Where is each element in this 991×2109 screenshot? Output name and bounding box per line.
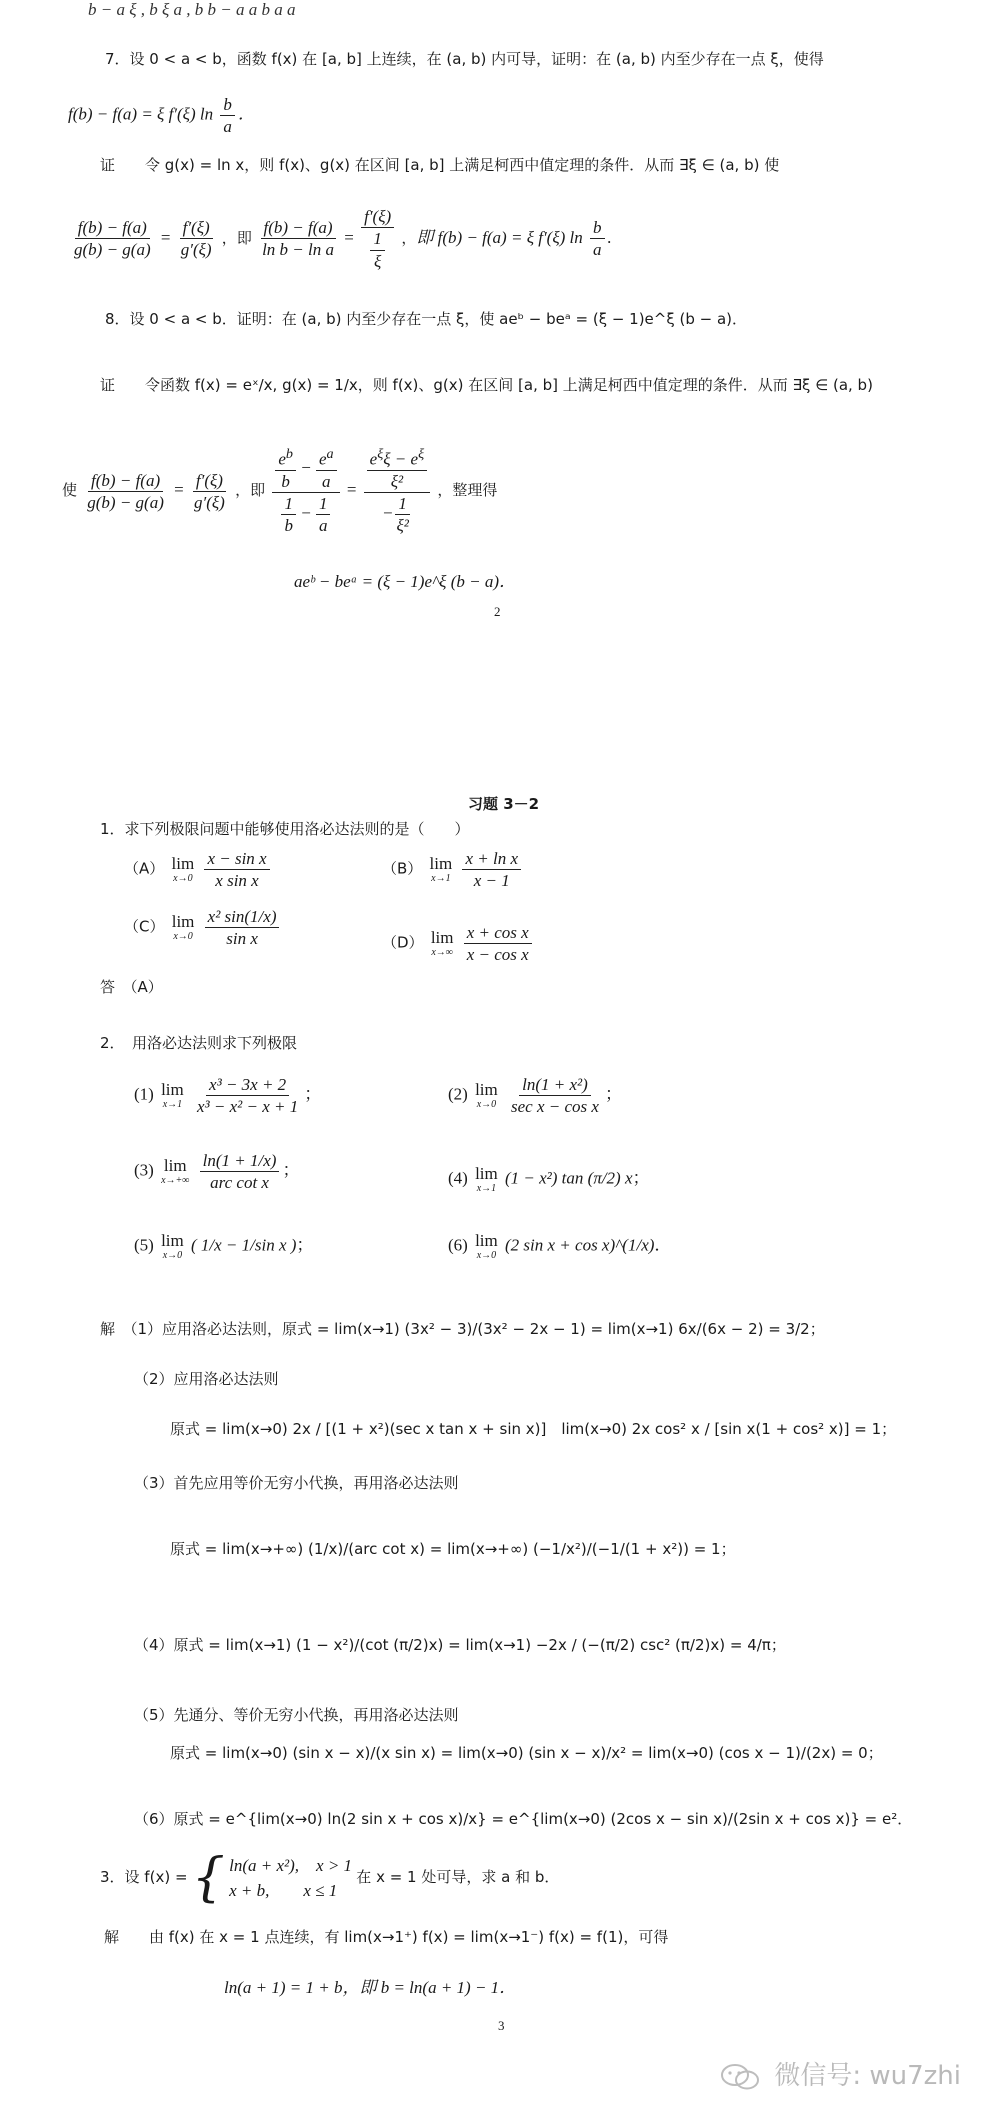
q2-item-1: (1) lim x→1 $\frac{\text{x³ − 3x + 2}}{\text{x³ − x² − x + 1}}$ ； [134,1075,322,1117]
question-3-result: ln(a + 1) = 1 + b，即 b = ln(a + 1) − 1． [224,1978,517,1997]
question-1-statement: 1．求下列极限问题中能够使用洛必达法则的是（ ） [100,820,470,838]
solution-2-head: （2）应用洛必达法则 [134,1370,279,1388]
solution-6: （6）原式 = e^{lim(x→0) ln(2 sin x + cos x)/x} = e^{lim(x→0) (2cos x − sin x)/(2sin x + cos x)} = e²． [134,1810,913,1828]
option-d: （D） lim x→∞ $\frac{\text{x + cos x}}{\text{x − cos x}}$ [382,922,535,966]
q2-item-4: (4) lim x→1 (1 − x²) tan (π/2) x； [448,1164,650,1194]
problem-7-statement: 7．设 0 < a < b，函数 f(x) 在 [a, b] 上连续，在 (a, b) 内可导，证明：在 (a, b) 内至少存在一点 ξ，使得 [105,50,824,68]
question-1-answer: 答 （A） [100,978,163,996]
question-2-statement: 2． 用洛必达法则求下列极限 [100,1034,298,1052]
watermark-text: 微信号: wu7zhi [774,2061,961,2091]
option-a: （A） lim x→0 $\frac{\text{x − sin x}}{\text{x sin x}}$ [124,848,273,892]
q2-item-6: (6) lim x→0 (2 sin x + cos x)^(1/x)． [448,1231,672,1261]
solution-5: 原式 = lim(x→0) (sin x − x)/(x sin x) = lim(x→0) (sin x − x)/x² = lim(x→0) (cos x − 1)/(2x) = 0； [170,1744,883,1762]
q2-item-2: (2) lim x→0 $\frac{\text{ln(1 + x²)}}{\text{sec x − cos x}}$ ； [448,1075,622,1117]
solution-1: 解 （1）应用洛必达法则，原式 = lim(x→1) (3x² − 3)/(3x² − 2x − 1) = lim(x→1) 6x/(6x − 2) = 3/2； [100,1320,825,1338]
problem-8-proof: 证 令函数 f(x) = eˣ/x, g(x) = 1/x，则 f(x)、g(x) 在区间 [a, b] 上满足柯西中值定理的条件．从而 ∃ξ ∈ (a, b) [100,376,873,394]
page-number-2: 3 [498,2018,505,2033]
problem-8-derivation: 使 $\frac{f(b) - f(a)}{g(b) - g(a)}$ = $\frac{f'(\xi)}{g'(\xi)}$ ，即 $\frac{e^b}{b}$ − $\frac{e^a}{a}$ $\frac{1}{b}$ − $\frac{1}{a}$ = $\frac{e^\xi\xi - e^\xi}{\text{ξ²}}$ − $\frac{1}{\text{ξ²}}$ ，整理得 [62,446,498,536]
solution-5-head: （5）先通分、等价无穷小代换，再用洛必达法则 [134,1706,459,1724]
wechat-watermark [720,2055,961,2092]
question-3-solution: 解 由 f(x) 在 x = 1 点连续，有 lim(x→1⁺) f(x) = lim(x→1⁻) f(x) = f(1)，可得 [104,1928,669,1946]
problem-7-derivation: $\frac{f(b) - f(a)}{g(b) - g(a)}$ = $\frac{f'(\xi)}{g'(\xi)}$ ，即 $\frac{f(b) - f(a)}{\text{ln b − ln a}}$ = $\frac{f'(\xi)}{\frac{1}{\xi}}$ ，即 f(b) − f(a) = ξ f′(ξ) ln $\frac{b}{a}$ . [74,207,612,271]
problem-8-result: aeᵇ − beᵃ = (ξ − 1)e^ξ (b − a)． [294,572,516,591]
solution-4: （4）原式 = lim(x→1) (1 − x²)/(cot (π/2)x) = lim(x→1) −2x / (−(π/2) csc² (π/2)x) = 4/π； [134,1636,786,1654]
page-number: 2 [494,604,501,619]
solution-3: 原式 = lim(x→+∞) (1/x)/(arc cot x) = lim(x→+∞) (−1/x²)/(−1/(1 + x²)) = 1； [170,1540,736,1558]
question-3-statement: 3．设 f(x) = { ln(a + x²), x > 1 x + b, x ≤ 1 在 x = 1 处可导，求 a 和 b． [100,1848,560,1908]
top-fragment: b − a ξ , b ξ a , b b − a a b a a [88,0,296,19]
wechat-logo-icon [720,2063,760,2091]
q2-item-3: (3) lim x→+∞ $\frac{\ln(1 + 1/x)}{\text{arc cot x}}$ ； [134,1151,300,1193]
option-b: （B） lim x→1 $\frac{\text{x + ln x}}{x - 1}$ [382,848,524,892]
solution-2: 原式 = lim(x→0) 2x / [(1 + x²)(sec x tan x + sin x)] lim(x→0) 2x cos² x / [sin x(1 + cos² x)] = 1； [170,1420,897,1438]
problem-7-proof: 证 令 g(x) = ln x，则 f(x)、g(x) 在区间 [a, b] 上满足柯西中值定理的条件．从而 ∃ξ ∈ (a, b) 使 [100,156,780,174]
section-title: 习题 3－2 [468,795,540,813]
problem-8-statement: 8．设 0 < a < b．证明：在 (a, b) 内至少存在一点 ξ，使 aeᵇ − beᵃ = (ξ − 1)e^ξ (b − a)． [105,310,748,328]
option-c: （C） lim x→0 $\frac{\text{x² sin(1/x)}}{\text{sin x}}$ [124,906,282,950]
q2-item-5: (5) lim x→0 ( 1/x − 1/sin x )； [134,1231,314,1261]
solution-3-head: （3）首先应用等价无穷小代换，再用洛必达法则 [134,1474,459,1492]
problem-7-formula: f(b) − f(a) = ξ f′(ξ) ln $\frac{b}{a}$ ． [68,95,255,137]
